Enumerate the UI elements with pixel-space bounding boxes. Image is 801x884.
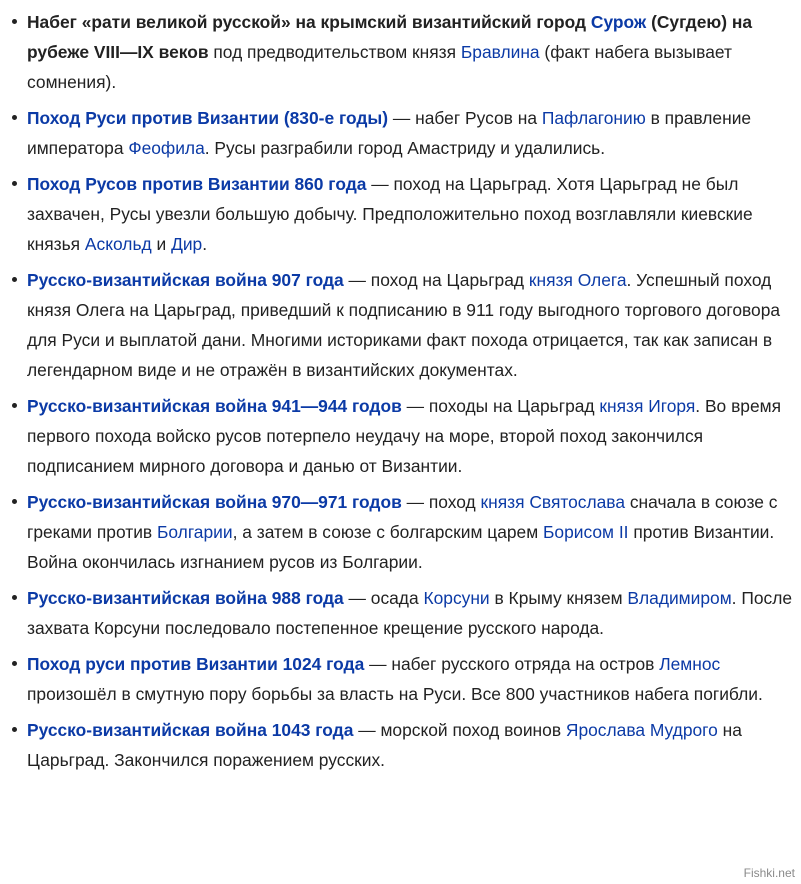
list-item xyxy=(27,649,795,709)
body-text: — осада xyxy=(343,588,424,608)
article-title-link[interactable]: Русско-византийская война 970—971 годов xyxy=(27,492,402,512)
body-text: в Крыму князем xyxy=(489,588,628,608)
article-title-link[interactable]: Поход Руси против Византии (830-е годы) xyxy=(27,108,389,128)
list-item xyxy=(27,487,795,577)
bullet-icon xyxy=(12,19,17,24)
body-text: под предводительством князя xyxy=(208,42,461,62)
bullet-icon xyxy=(12,403,17,408)
wiki-link[interactable]: Болгарии xyxy=(156,522,233,542)
body-text: — походы на Царьград xyxy=(401,396,600,416)
bullet-icon xyxy=(12,661,17,666)
body-text: (факт набега вызывает сомнения). xyxy=(27,42,732,92)
body-text: — поход на Царьград. Хотя Царьград не был захвачен, Русы увезли большую добычу. Предположительно поход возглавляли киевские князья xyxy=(27,174,753,254)
wiki-link[interactable]: Дир xyxy=(171,234,203,254)
body-text: сначала в союзе с греками против xyxy=(27,492,778,542)
list-item xyxy=(27,583,795,643)
body-text: произошёл в смутную пору борьбы за власть на Руси. Все 800 участников набега погибли. xyxy=(27,684,763,704)
bullet-icon xyxy=(12,727,17,732)
list-item xyxy=(27,715,795,775)
article-title-link[interactable]: Поход руси против Византии 1024 года xyxy=(27,654,365,674)
wiki-link[interactable]: Пафлагонию xyxy=(541,108,646,128)
list-item xyxy=(27,265,795,385)
watermark: Fishki.net xyxy=(743,866,795,880)
bold-text: (Сугдею) на рубеже VIII—IX веков xyxy=(27,12,753,62)
body-text: на Царьград. Закончился поражением русских. xyxy=(27,720,742,770)
body-text: — поход xyxy=(401,492,481,512)
wiki-link[interactable]: Борисом II xyxy=(543,522,629,542)
wiki-link[interactable]: Ярослава Мудрого xyxy=(565,720,718,740)
article-title-link[interactable]: Русско-византийская война 907 года xyxy=(27,270,344,290)
article-title-link[interactable]: Русско-византийская война 941—944 годов xyxy=(27,396,402,416)
body-text: . Во время первого похода войско русов потерпело неудачу на море, второй поход закончился подписанием мирного договора и данью от Византии. xyxy=(27,396,782,476)
article-title-link[interactable]: Русско-византийская война 988 года xyxy=(27,588,344,608)
body-text: . Русы разграбили город Амастриду и удалились. xyxy=(204,138,606,158)
body-text: — поход на Царьград xyxy=(343,270,529,290)
wiki-link[interactable]: князя Святослава xyxy=(480,492,626,512)
body-text: — морской поход воинов xyxy=(353,720,566,740)
list-item xyxy=(27,103,795,163)
article-title-link[interactable]: Поход Русов против Византии 860 года xyxy=(27,174,367,194)
bullet-icon xyxy=(12,115,17,120)
wiki-link[interactable]: Лемнос xyxy=(659,654,721,674)
list-item xyxy=(27,169,795,259)
wiki-link[interactable]: Феофила xyxy=(128,138,205,158)
wiki-link[interactable]: князя Олега xyxy=(528,270,627,290)
body-text: и xyxy=(151,234,172,254)
list-item xyxy=(27,391,795,481)
body-text: — набег русского отряда на остров xyxy=(364,654,660,674)
body-text: , а затем в союзе с болгарским царем xyxy=(232,522,543,542)
wiki-link[interactable]: Владимиром xyxy=(627,588,732,608)
bullet-icon xyxy=(12,499,17,504)
wiki-link[interactable]: Бравлина xyxy=(460,42,540,62)
bullet-icon xyxy=(12,595,17,600)
body-text: против Византии. Война окончилась изгнанием русов из Болгарии. xyxy=(27,522,775,572)
body-text: . После захвата Корсуни последовало постепенное крещение русского народа. xyxy=(27,588,793,638)
article-title-link[interactable]: Русско-византийская война 1043 года xyxy=(27,720,354,740)
body-text: — набег Русов на xyxy=(388,108,542,128)
body-text: . xyxy=(202,234,208,254)
wiki-link[interactable]: князя Игоря xyxy=(599,396,696,416)
list-item xyxy=(27,7,795,97)
body-text: . Успешный поход князя Олега на Царьград, приведший к подписанию в 911 году выгодного торгового договора для Руси и выплатой дани. Многими историками факт похода отрицается, так как записан в легендарном виде и не отражён в византийских документах. xyxy=(27,270,781,380)
bullet-icon xyxy=(12,181,17,186)
wiki-link[interactable]: Корсуни xyxy=(423,588,490,608)
wiki-link[interactable]: Аскольд xyxy=(84,234,152,254)
article-title-link[interactable]: Сурож xyxy=(590,12,647,32)
bullet-icon xyxy=(12,277,17,282)
bold-text: Набег «рати великой русской» на крымский византийский город xyxy=(27,12,591,32)
body-text: в правление императора xyxy=(27,108,752,158)
